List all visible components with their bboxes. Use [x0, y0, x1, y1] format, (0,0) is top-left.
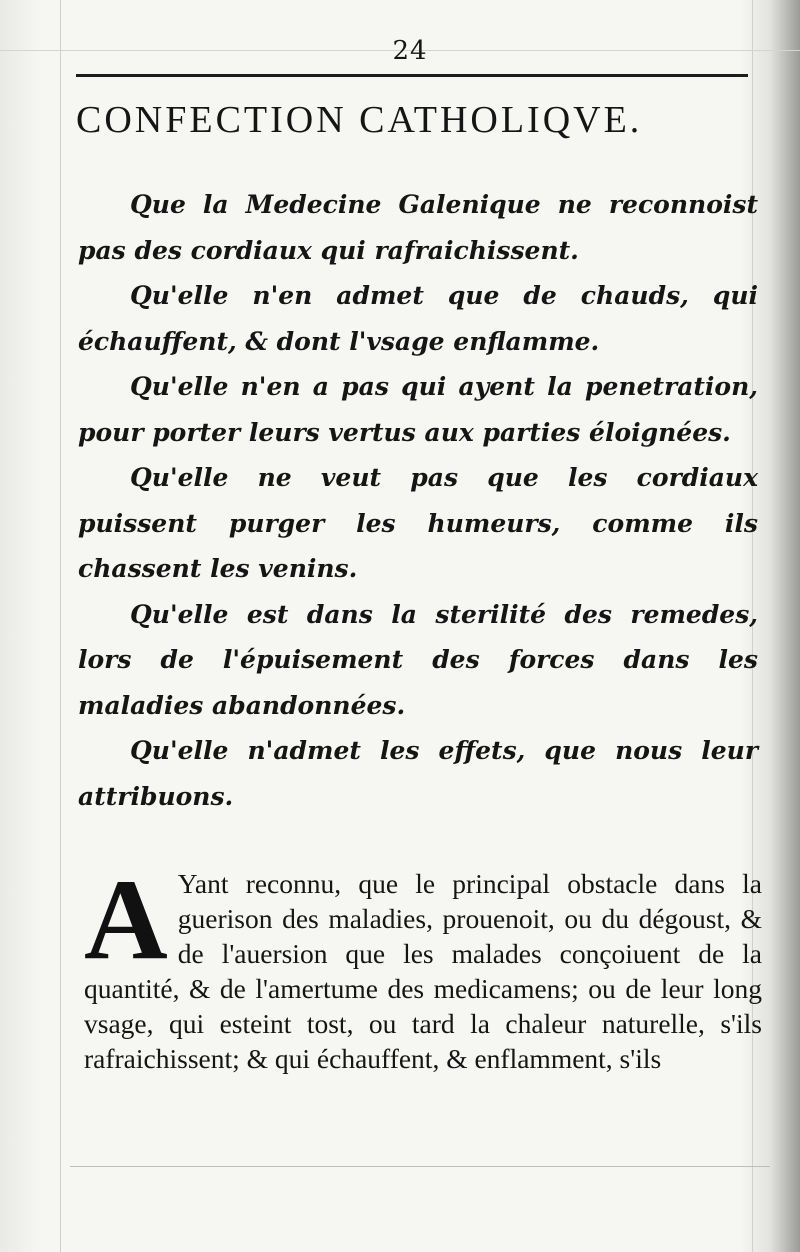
- italic-paragraph: Qu'elle ne veut pas que les cordiaux puissent purger les humeurs, comme ils chassent les venins.: [78, 463, 758, 583]
- italic-paragraph: Qu'elle est dans la sterilité des remedes, lors de l'épuisement des forces dans les maladies abandonnées.: [78, 599, 758, 720]
- page-number: 24: [392, 36, 428, 66]
- body-section: [84, 856, 762, 1076]
- scan-margin-line: [60, 0, 61, 1252]
- italic-paragraph: Que la Medecine Galenique ne reconnoist pas des cordiaux qui rafraichissent.: [78, 190, 758, 265]
- italic-section: [78, 182, 758, 819]
- footer-rule: [70, 1166, 770, 1167]
- italic-paragraph: Qu'elle n'en admet que de chauds, qui échauffent, & dont l'vsage enflamme.: [78, 281, 758, 356]
- italic-paragraph: Qu'elle n'en a pas qui ayent la penetration, pour porter leurs vertus aux parties éloignées.: [78, 372, 758, 447]
- drop-cap: A: [84, 856, 168, 984]
- body-paragraph: Yant reconnu, que le principal obstacle dans la guerison des maladies, prouenoit, ou du dégoust, & de l'auersion que les malades conçoiuent de la quantité, & de l'amertume des medicamens; ou de leur long vsage, qui esteint tost, ou tard la chaleur naturelle, s'ils rafraichissent; & qui échauffent, & enflamment, s'ils: [84, 868, 762, 1074]
- header-rule: [76, 74, 748, 77]
- page-title: CONFECTION CATHOLIQVE.: [76, 99, 643, 141]
- italic-paragraph: Qu'elle n'admet les effets, que nous leur attribuons.: [78, 736, 758, 811]
